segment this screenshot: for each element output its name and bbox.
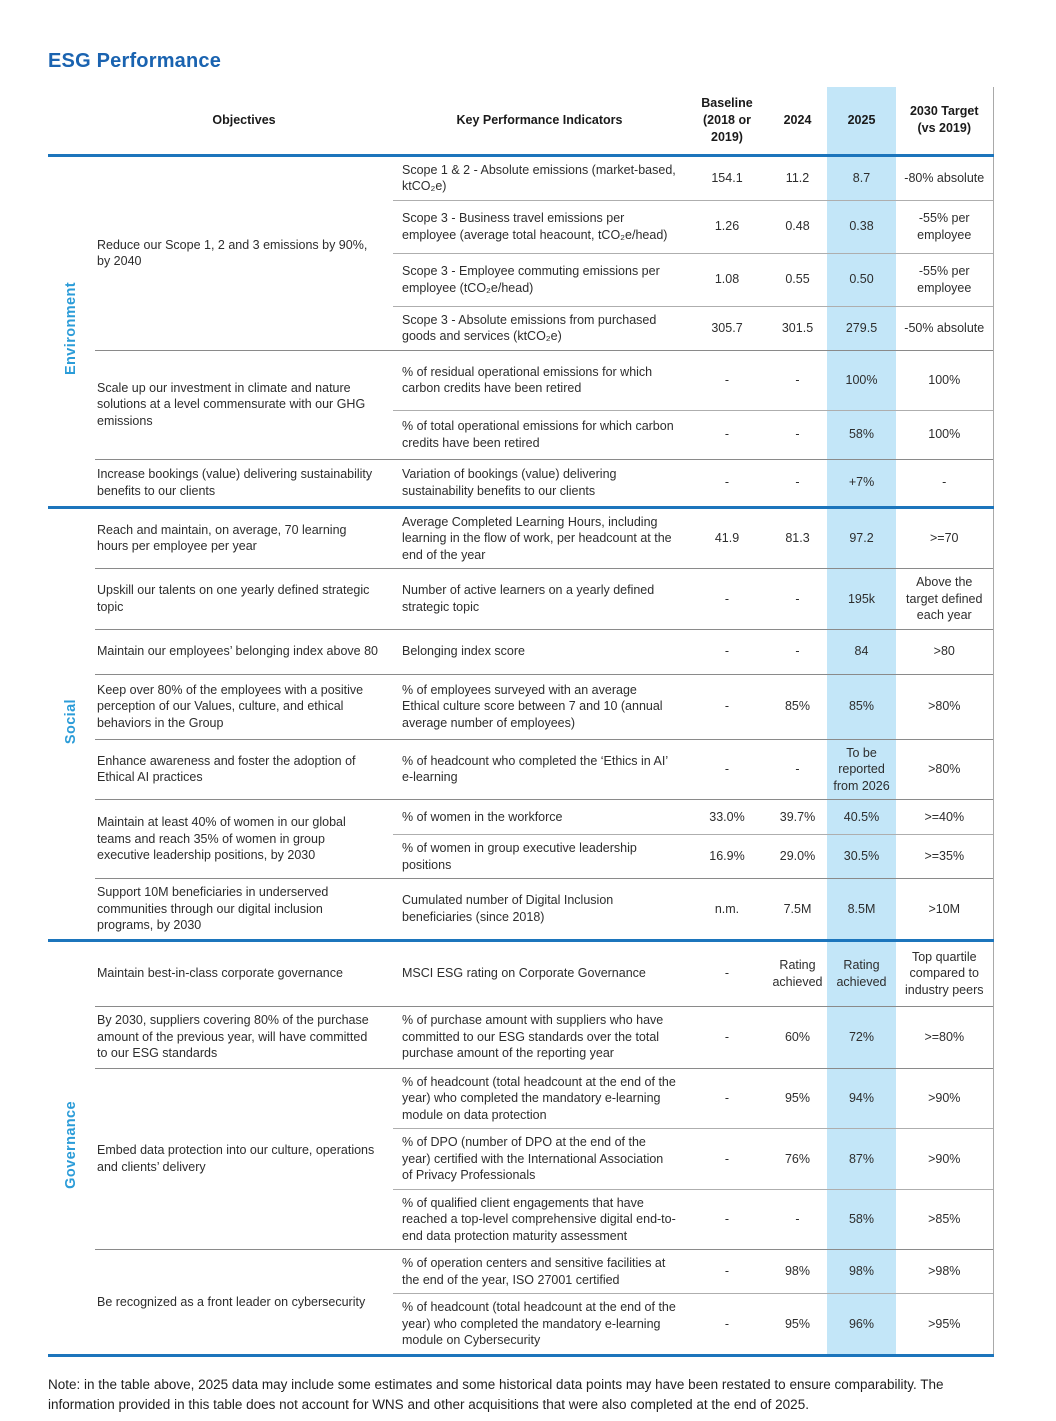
value-2024: 98% — [768, 1250, 827, 1294]
value-2024: 301.5 — [768, 306, 827, 350]
value-baseline: - — [686, 459, 768, 507]
value-target: >98% — [896, 1250, 993, 1294]
table-row — [48, 879, 993, 941]
value-target: -55% per employee — [896, 200, 993, 253]
value-2025: 94% — [827, 1068, 896, 1129]
value-baseline: 1.08 — [686, 253, 768, 306]
value-baseline: - — [686, 674, 768, 739]
value-baseline: - — [686, 1189, 768, 1250]
col-header-section — [48, 87, 95, 155]
objective-cell: Enhance awareness and foster the adoption of Ethical AI practices — [95, 739, 393, 800]
col-header-2025: 2025 — [827, 87, 896, 155]
objective-cell: By 2030, suppliers covering 80% of the purchase amount of the previous year, will have committed to our ESG standards — [95, 1006, 393, 1068]
objective-cell: Reach and maintain, on average, 70 learning hours per employee per year — [95, 507, 393, 569]
kpi-cell: Number of active learners on a yearly defined strategic topic — [393, 569, 686, 630]
kpi-cell: % of headcount (total headcount at the end of the year) who completed the mandatory e-learning module on data protection — [393, 1068, 686, 1129]
value-target: >80 — [896, 629, 993, 674]
kpi-cell: % of operation centers and sensitive facilities at the end of the year, ISO 27001 certified — [393, 1250, 686, 1294]
value-2025: 0.50 — [827, 253, 896, 306]
table-row — [48, 350, 993, 410]
table-row — [48, 1068, 993, 1129]
table-row — [48, 629, 993, 674]
value-2024: - — [768, 629, 827, 674]
col-header-objectives: Objectives — [95, 87, 393, 155]
kpi-cell: % of total operational emissions for which carbon credits have been retired — [393, 410, 686, 459]
value-target: >=70 — [896, 507, 993, 569]
value-baseline: - — [686, 1250, 768, 1294]
value-target: 100% — [896, 410, 993, 459]
kpi-cell: Scope 3 - Business travel emissions per employee (average total heacount, tCO₂e/head) — [393, 200, 686, 253]
value-target: >80% — [896, 739, 993, 800]
objective-cell: Increase bookings (value) delivering sustainability benefits to our clients — [95, 459, 393, 507]
objective-cell: Maintain best-in-class corporate governance — [95, 940, 393, 1006]
objective-cell: Maintain our employees’ belonging index above 80 — [95, 629, 393, 674]
kpi-cell: % of women in group executive leadership positions — [393, 835, 686, 879]
objective-cell: Embed data protection into our culture, operations and clients’ delivery — [95, 1068, 393, 1250]
table-row — [48, 800, 993, 835]
kpi-cell: % of employees surveyed with an average Ethical culture score between 7 and 10 (annual average number of employees) — [393, 674, 686, 739]
page-title: ESG Performance — [48, 50, 222, 72]
footnote: Note: in the table above, 2025 data may include some estimates and some historical data points may have been restated to ensure comparability. The information provided in this table does not account for WNS and other acquisitions that were also completed at the end of 2025. — [48, 1376, 944, 1412]
col-header-2030-target: 2030 Target (vs 2019) — [896, 87, 993, 155]
objective-cell: Upskill our talents on one yearly defined strategic topic — [95, 569, 393, 630]
value-baseline: - — [686, 629, 768, 674]
kpi-cell: % of residual operational emissions for which carbon credits have been retired — [393, 350, 686, 410]
value-2025: 85% — [827, 674, 896, 739]
value-2025: 84 — [827, 629, 896, 674]
value-baseline: 16.9% — [686, 835, 768, 879]
value-baseline: 33.0% — [686, 800, 768, 835]
value-target: -55% per employee — [896, 253, 993, 306]
kpi-cell: Variation of bookings (value) delivering sustainability benefits to our clients — [393, 459, 686, 507]
value-target: >95% — [896, 1294, 993, 1356]
value-2025: 97.2 — [827, 507, 896, 569]
value-2024: 85% — [768, 674, 827, 739]
esg-performance-table — [48, 87, 994, 1357]
col-header-kpi: Key Performance Indicators — [393, 87, 686, 155]
value-2025: 8.7 — [827, 155, 896, 200]
value-target: >10M — [896, 879, 993, 941]
table-row — [48, 1250, 993, 1294]
value-2024: - — [768, 459, 827, 507]
report-page — [0, 50, 1056, 1421]
table-row — [48, 155, 993, 200]
value-2024: - — [768, 1189, 827, 1250]
value-2025: 0.38 — [827, 200, 896, 253]
value-target: Top quartile compared to industry peers — [896, 940, 993, 1006]
kpi-cell: Scope 3 - Employee commuting emissions per employee (tCO₂e/head) — [393, 253, 686, 306]
value-baseline: - — [686, 1294, 768, 1356]
value-2025: 72% — [827, 1006, 896, 1068]
value-2025: 96% — [827, 1294, 896, 1356]
kpi-cell: % of headcount who completed the ‘Ethics in AI’ e-learning — [393, 739, 686, 800]
value-target: - — [896, 459, 993, 507]
value-2024: 81.3 — [768, 507, 827, 569]
objective-cell: Keep over 80% of the employees with a positive perception of our Values, culture, and ethical behaviors in the Group — [95, 674, 393, 739]
value-target: -80% absolute — [896, 155, 993, 200]
value-2025: 98% — [827, 1250, 896, 1294]
table-row — [48, 507, 993, 569]
value-baseline: 154.1 — [686, 155, 768, 200]
kpi-cell: % of headcount (total headcount at the end of the year) who completed the mandatory e-learning module on Cybersecurity — [393, 1294, 686, 1356]
value-baseline: n.m. — [686, 879, 768, 941]
value-2024: 95% — [768, 1068, 827, 1129]
section-cell-governance — [48, 940, 95, 1355]
value-2025: 30.5% — [827, 835, 896, 879]
value-2024: - — [768, 739, 827, 800]
value-2025: 40.5% — [827, 800, 896, 835]
value-baseline: 1.26 — [686, 200, 768, 253]
value-baseline: - — [686, 1129, 768, 1190]
value-2024: 76% — [768, 1129, 827, 1190]
value-target: -50% absolute — [896, 306, 993, 350]
kpi-cell: % of purchase amount with suppliers who have committed to our ESG standards over the total purchase amount of the reporting year — [393, 1006, 686, 1068]
value-baseline: - — [686, 410, 768, 459]
value-target: >=40% — [896, 800, 993, 835]
kpi-cell: % of women in the workforce — [393, 800, 686, 835]
value-2024: 7.5M — [768, 879, 827, 941]
section-label-governance: Governance — [62, 1101, 79, 1190]
value-target: >=80% — [896, 1006, 993, 1068]
table-header-row — [48, 87, 993, 155]
col-header-2024: 2024 — [768, 87, 827, 155]
section-cell-environment — [48, 155, 95, 507]
value-2025: To be reported from 2026 — [827, 739, 896, 800]
table-row — [48, 459, 993, 507]
kpi-cell: Scope 1 & 2 - Absolute emissions (market-based, ktCO₂e) — [393, 155, 686, 200]
table-row — [48, 1006, 993, 1068]
objective-cell: Be recognized as a front leader on cybersecurity — [95, 1250, 393, 1356]
kpi-cell: Average Completed Learning Hours, including learning in the flow of work, per headcount at the end of the year — [393, 507, 686, 569]
objective-cell: Maintain at least 40% of women in our global teams and reach 35% of women in group executive leadership positions, by 2030 — [95, 800, 393, 879]
objective-cell: Scale up our investment in climate and nature solutions at a level commensurate with our GHG emissions — [95, 350, 393, 459]
value-2024: - — [768, 569, 827, 630]
value-2024: 11.2 — [768, 155, 827, 200]
value-2024: - — [768, 350, 827, 410]
value-baseline: - — [686, 940, 768, 1006]
value-2025: 8.5M — [827, 879, 896, 941]
value-2025: +7% — [827, 459, 896, 507]
value-2024: Rating achieved — [768, 940, 827, 1006]
value-2024: 29.0% — [768, 835, 827, 879]
value-target: >85% — [896, 1189, 993, 1250]
value-2024: 60% — [768, 1006, 827, 1068]
value-baseline: - — [686, 739, 768, 800]
section-label-social: Social — [62, 698, 79, 744]
value-2024: 39.7% — [768, 800, 827, 835]
kpi-cell: Cumulated number of Digital Inclusion beneficiaries (since 2018) — [393, 879, 686, 941]
objective-cell: Reduce our Scope 1, 2 and 3 emissions by 90%, by 2040 — [95, 155, 393, 350]
table-row — [48, 739, 993, 800]
value-2024: 0.55 — [768, 253, 827, 306]
value-baseline: - — [686, 1006, 768, 1068]
value-2025: 195k — [827, 569, 896, 630]
value-baseline: 41.9 — [686, 507, 768, 569]
value-baseline: - — [686, 1068, 768, 1129]
value-2024: - — [768, 410, 827, 459]
value-target: >90% — [896, 1129, 993, 1190]
value-target: >=35% — [896, 835, 993, 879]
value-2025: Rating achieved — [827, 940, 896, 1006]
value-2024: 95% — [768, 1294, 827, 1356]
value-target: >90% — [896, 1068, 993, 1129]
col-header-baseline: Baseline (2018 or 2019) — [686, 87, 768, 155]
value-target: Above the target defined each year — [896, 569, 993, 630]
kpi-cell: % of qualified client engagements that have reached a top-level comprehensive digital end-to-end data protection maturity assessment — [393, 1189, 686, 1250]
value-target: 100% — [896, 350, 993, 410]
section-cell-social — [48, 507, 95, 940]
value-2024: 0.48 — [768, 200, 827, 253]
value-2025: 58% — [827, 410, 896, 459]
value-2025: 58% — [827, 1189, 896, 1250]
value-2025: 279.5 — [827, 306, 896, 350]
table-row — [48, 674, 993, 739]
kpi-cell: MSCI ESG rating on Corporate Governance — [393, 940, 686, 1006]
table-row — [48, 940, 993, 1006]
kpi-cell: Belonging index score — [393, 629, 686, 674]
value-target: >80% — [896, 674, 993, 739]
value-2025: 87% — [827, 1129, 896, 1190]
value-baseline: - — [686, 350, 768, 410]
value-baseline: - — [686, 569, 768, 630]
objective-cell: Support 10M beneficiaries in underserved communities through our digital inclusion programs, by 2030 — [95, 879, 393, 941]
value-2025: 100% — [827, 350, 896, 410]
section-label-environment: Environment — [62, 282, 79, 376]
value-baseline: 305.7 — [686, 306, 768, 350]
table-row — [48, 569, 993, 630]
kpi-cell: Scope 3 - Absolute emissions from purchased goods and services (ktCO₂e) — [393, 306, 686, 350]
kpi-cell: % of DPO (number of DPO at the end of the year) certified with the International Association of Privacy Professionals — [393, 1129, 686, 1190]
